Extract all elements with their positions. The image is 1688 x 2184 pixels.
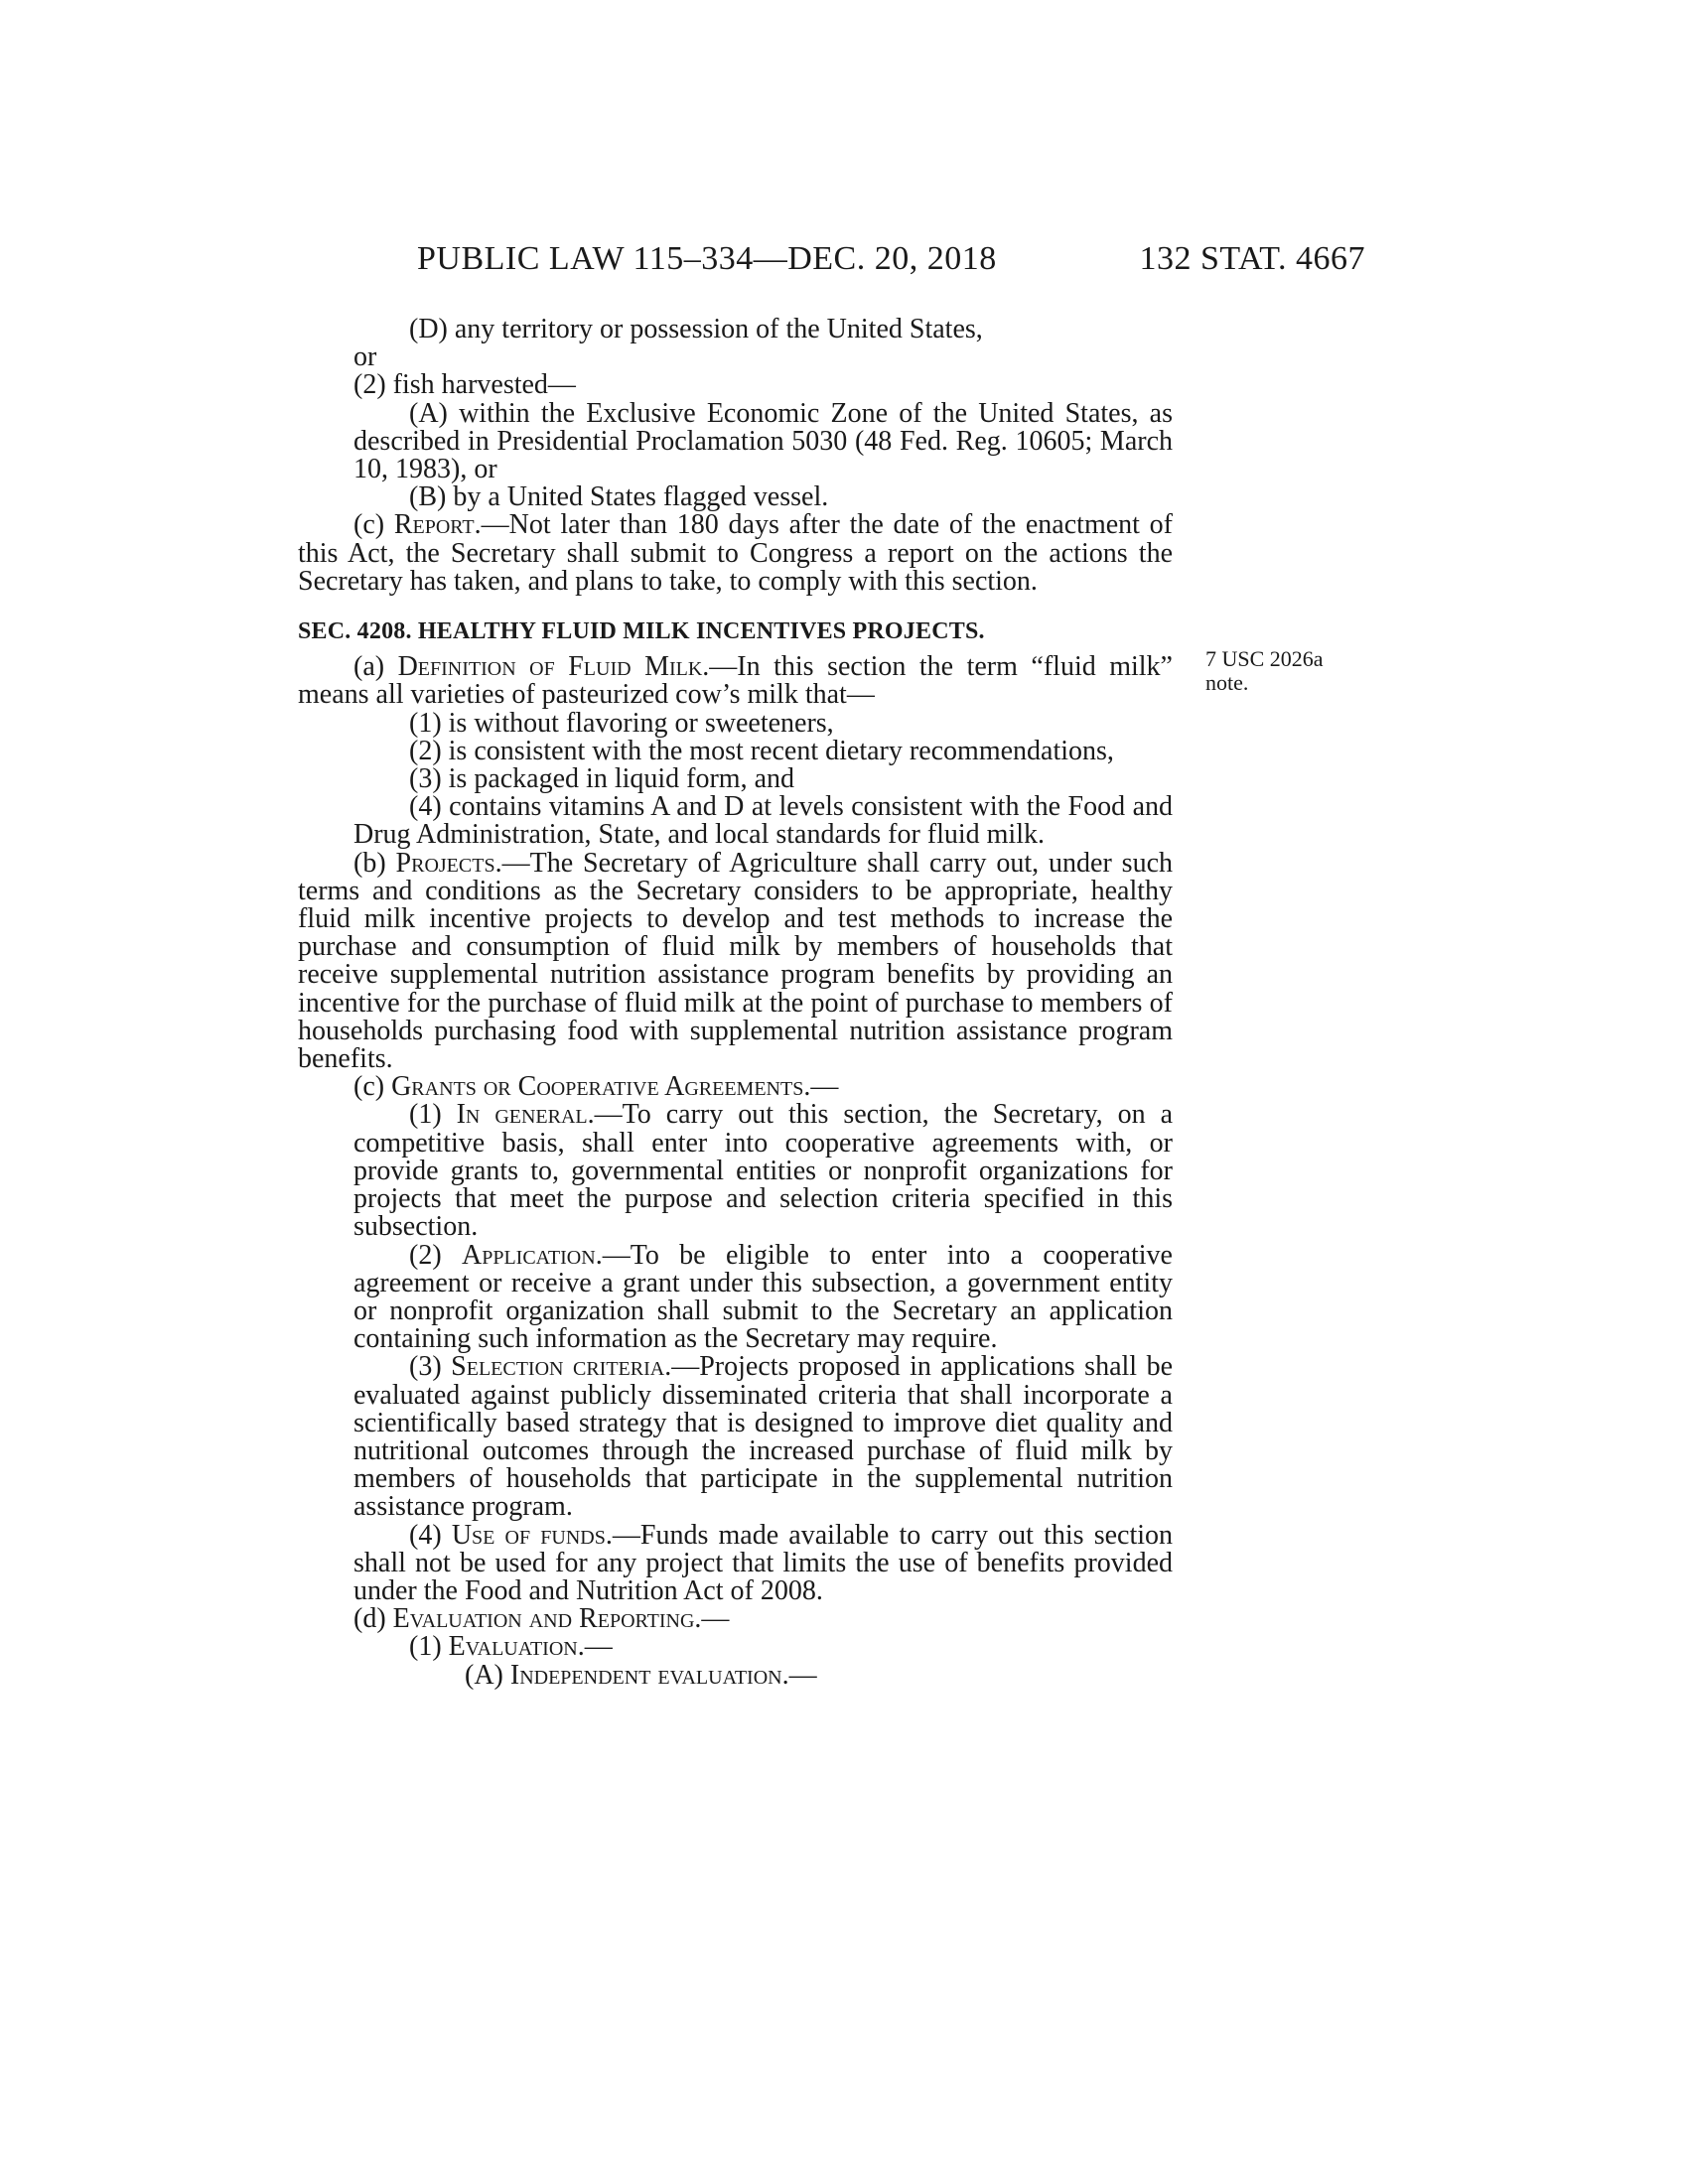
paragraph-text: .—To carry out this section, the Secretary, on a competitive basis, shall enter into cooperative agreements with, or provide grants to, governmental entities or nonprofit organizations for projects that meet the purpose and selection criteria specified in this subsection. — [353, 1099, 1173, 1243]
paragraph-text: .—Funds made available to carry out this section shall not be used for any project that limits the use of benefits provided under the Food and Nutrition Act of 2008. — [353, 1519, 1174, 1606]
subsection-heading: Report — [393, 509, 475, 541]
paragraph-label: (3) — [409, 1351, 452, 1383]
subparagraph-heading: Independent evaluation — [509, 1659, 782, 1691]
paragraph-a2: (2) is consistent with the most recent dietary recommendations, — [409, 735, 1114, 766]
subsection-text: .—Not later than 180 days after the date of the enactment of this Act, the Secretary shall submit to Congress a report on the actions the Secretary has taken, and plans to take, to comply with this section. — [298, 509, 1173, 597]
running-head-title: PUBLIC LAW 115–334—DEC. 20, 2018 — [417, 240, 997, 277]
paragraph-a1: (1) is without flavoring or sweeteners, — [409, 707, 834, 739]
subsection-tail: .— — [803, 1071, 839, 1103]
subsection-heading: Definition of Fluid Milk — [397, 651, 703, 683]
paragraph-2B: (B) by a United States flagged vessel. — [409, 481, 829, 513]
subsection-a — [298, 653, 1173, 709]
paragraph-c3 — [298, 1353, 1173, 1521]
paragraph-heading: Evaluation — [448, 1631, 578, 1663]
paragraph-c4 — [298, 1519, 1174, 1606]
statute-page-number: 132 STAT. 4667 — [1139, 240, 1365, 277]
subparagraph-label: (A) — [465, 1659, 510, 1691]
paragraph-label: (1) — [409, 1631, 449, 1663]
paragraph-d1 — [298, 1633, 1173, 1661]
subsection-label: (a) — [353, 651, 398, 683]
subsection-heading: Grants or Cooperative Agreements — [391, 1071, 804, 1103]
paragraph-label: (1) — [409, 1099, 457, 1131]
subsection-label: (b) — [353, 847, 396, 879]
section-heading: SEC. 4208. HEALTHY FLUID MILK INCENTIVES PROJECTS. — [298, 618, 985, 645]
paragraph-2A: (A) within the Exclusive Economic Zone of the United States, as described in Presidential Proclamation 5030 (48 Fed. Reg. 10605; March 10, 1983), or — [353, 397, 1173, 485]
paragraph-text: .—To be eligible to enter into a cooperative agreement or receive a grant under this subsection, a government entity or nonprofit organization shall submit to the Secretary an application containing such information as the Secretary may require. — [353, 1239, 1173, 1355]
page-header — [298, 240, 1365, 290]
subsection-b — [298, 847, 1174, 1075]
subsection-heading: Projects — [395, 847, 495, 879]
paragraph-label: (2) — [409, 1239, 462, 1271]
subsection-label: (c) — [353, 1071, 392, 1103]
margin-note-suffix: note. — [1205, 670, 1249, 695]
paragraph-text: .—Projects proposed in applications shall be evaluated against publicly disseminated criteria that shall incorporate a scientifically based strategy that is designed to improve diet quality and nutritional outcomes through the increased purchase of fluid milk by members of households that participate in the supplemental nutrition assistance program. — [353, 1351, 1173, 1523]
paragraph-heading: In general — [456, 1099, 588, 1131]
paragraph-c1 — [298, 1101, 1173, 1241]
subsection-text: .—The Secretary of Agriculture shall carry out, under such terms and conditions as the Secretary considers to be appropriate, healthy fluid milk incentive projects to develop and test methods to increase the purchase and consumption of fluid milk by members of households that receive supplemental nutrition assistance program benefits by providing an incentive for the purchase of fluid milk at the point of purchase to members of households purchasing food with supplemental nutrition assistance program benefits. — [298, 847, 1174, 1075]
margin-note — [1205, 647, 1324, 695]
paragraph-D: (D) any territory or possession of the United States, — [409, 314, 983, 344]
subsection-tail: .— — [694, 1603, 730, 1635]
paragraph-label: (4) — [409, 1519, 452, 1551]
subsection-label: (c) — [353, 509, 394, 541]
subsection-label: (d) — [353, 1603, 393, 1635]
document-body — [298, 316, 1173, 1690]
subsection-d — [298, 1605, 1173, 1633]
subparagraph-dA — [298, 1659, 1173, 1691]
subsection-c-grants — [298, 1073, 1173, 1101]
paragraph-heading: Use of funds — [451, 1519, 606, 1551]
subsection-text: .—In this section the term “fluid milk” means all varieties of pasteurized cow’s milk that— — [298, 651, 1173, 711]
paragraph-heading: Application — [462, 1239, 596, 1271]
paragraph-c2 — [298, 1239, 1173, 1355]
paragraph-2: (2) fish harvested— — [353, 369, 576, 401]
subparagraph-tail: .— — [781, 1659, 817, 1691]
margin-note-citation: 7 USC 2026a — [1205, 646, 1324, 671]
subsection-c-report — [298, 511, 1173, 596]
paragraph-a3: (3) is packaged in liquid form, and — [409, 763, 795, 795]
paragraph-tail: .— — [577, 1631, 613, 1663]
subsection-heading: Evaluation and Reporting — [392, 1603, 695, 1635]
paragraph-heading: Selection criteria — [451, 1351, 665, 1383]
paragraph-or: or — [353, 341, 377, 373]
paragraph-a4: (4) contains vitamins A and D at levels consistent with the Food and Drug Administration, State, and local standards for fluid milk. — [353, 791, 1173, 851]
